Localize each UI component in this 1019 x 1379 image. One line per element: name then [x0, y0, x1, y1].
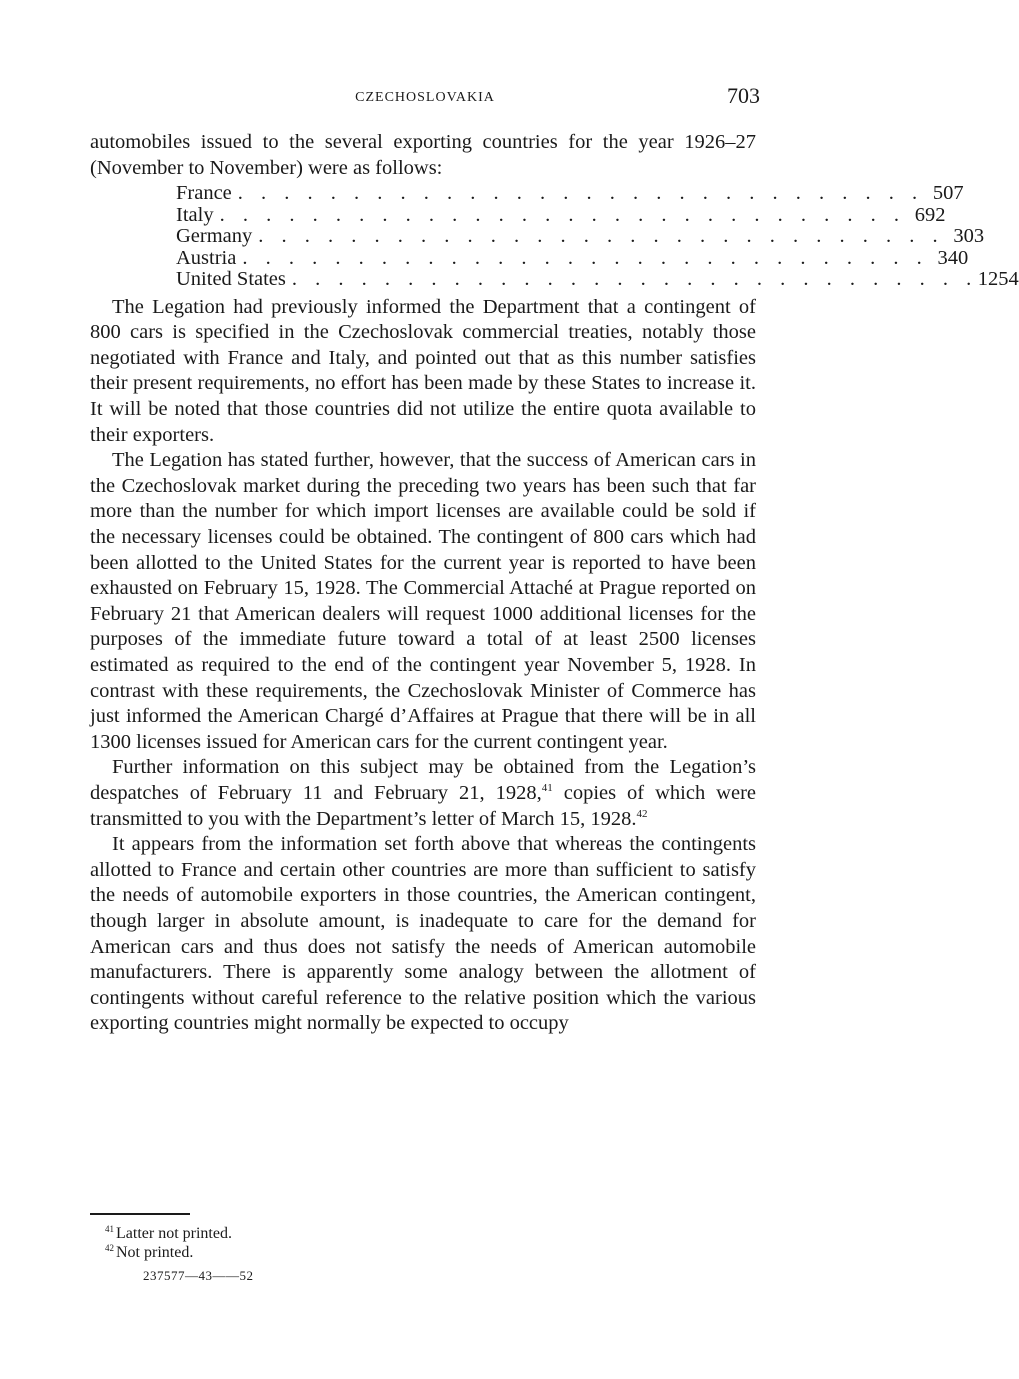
dot-leader: . . . . . . . . . . . . . . . . . . . . . . . . . . . . . . — [237, 182, 924, 205]
footnote-ref-41: 41 — [541, 782, 553, 795]
running-title: CZECHOSLOVAKIA — [355, 90, 495, 105]
footnote-41 — [105, 1224, 232, 1243]
quota-table — [176, 182, 1019, 291]
quota-country: France — [176, 182, 232, 205]
footnote-ref-42: 42 — [636, 807, 648, 820]
quota-value: 507 — [932, 182, 964, 205]
footnote-text: Latter not printed. — [116, 1225, 232, 1242]
paragraph-3-text-cont: copies of which were transmitted to you with the Department’s letter of March 15, 1928. — [90, 781, 756, 830]
footnotes — [105, 1224, 232, 1262]
footnote-mark: 42 — [105, 1242, 114, 1253]
body-text — [90, 130, 1019, 1037]
footnote-divider — [90, 1213, 190, 1215]
quota-row — [176, 182, 964, 205]
dot-leader: . . . . . . . . . . . . . . . . . . . . . . . . . . . . . . — [219, 203, 906, 226]
quota-value: 692 — [914, 203, 946, 226]
paragraph-2: The Legation has stated further, however, that the success of American cars in the Czechoslovak market during the preceding two years has been such that far more than the number for which import licenses are available could be sold if the necessary licenses could be obtained. The contingent of 800 cars which had been allotted to the United States for the current year is reported to have been exhausted on February 15, 1928. The Commercial Attaché at Prague reported on February 21 that American dealers will request 1000 additional licenses for the purposes of the immediate future toward a total of at least 2500 licenses estimated as required to the end of the contingent year November 5, 1928. In contrast with these requirements, the Czechoslovak Minister of Commerce has just informed the American Chargé d’Affaires at Prague that there will be in all 1300 licenses issued for American cars for the current contingent year. — [90, 449, 756, 753]
dot-leader: . . . . . . . . . . . . . . . . . . . . . . . . . . . . . . — [242, 246, 929, 269]
quota-value: 340 — [937, 246, 969, 269]
quota-country: Italy — [176, 203, 214, 226]
footnote-mark: 41 — [105, 1223, 114, 1234]
quota-row — [176, 246, 969, 270]
dot-leader: . . . . . . . . . . . . . . . . . . . . . . . . . . . . . . — [291, 268, 978, 291]
paragraph-3-text: Further information on this subject may be obtained from the Legation’s despatches of February 11 and February 21, 1928, — [90, 756, 756, 804]
quota-row — [176, 225, 985, 248]
print-code: 237577—43——52 — [143, 1268, 254, 1283]
quota-value: 303 — [953, 225, 985, 248]
intro-paragraph: automobiles issued to the several exporting countries for the year 1926–27 (November to November) were as follows: — [90, 131, 756, 179]
quota-country: United States — [176, 268, 286, 291]
page-number: 703 — [727, 83, 760, 108]
footnote-text: Not printed. — [116, 1244, 194, 1261]
paragraph-3 — [90, 755, 756, 832]
quota-row — [176, 203, 946, 227]
quota-row — [176, 268, 1019, 291]
paragraph-1: The Legation had previously informed the Department that a contingent of 800 cars is specified in the Czechoslovak commercial treaties, notably those negotiated with France and Italy, and pointed out that as this number satisfies their present requirements, no effort has been made by these States to increase it. It will be noted that those countries did not utilize the entire quota available to their exporters. — [90, 295, 756, 446]
paragraph-4: It appears from the information set forth above that whereas the contingents allotted to France and certain other countries are more than sufficient to satisfy the needs of automobile exporters in those countries, the American contingent, though larger in absolute amount, is inadequate to care for the demand for American cars and thus does not satisfy the needs of American automobile manufacturers. There is apparently some analogy between the allotment of contingents without careful reference to the relative position which the various exporting countries might normally be expected to occupy — [90, 833, 756, 1035]
page-header — [90, 83, 760, 114]
footnote-42 — [105, 1243, 232, 1262]
dot-leader: . . . . . . . . . . . . . . . . . . . . . . . . . . . . . . — [258, 225, 945, 248]
quota-value: 1254 — [977, 268, 1019, 291]
quota-country: Germany — [176, 225, 253, 248]
quota-country: Austria — [176, 246, 237, 269]
